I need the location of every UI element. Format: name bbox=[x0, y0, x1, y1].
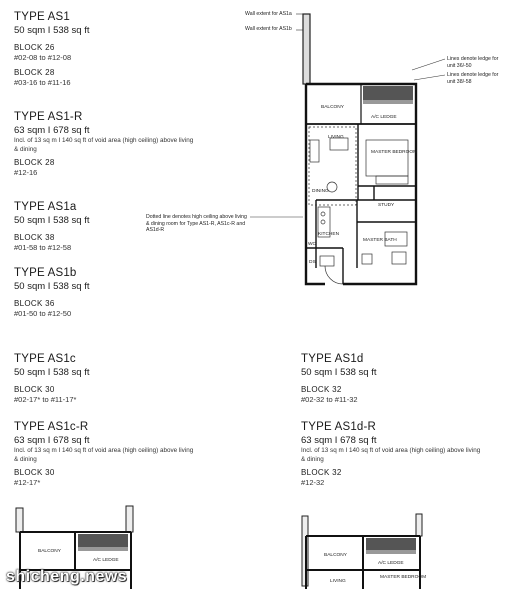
room-balcony: BALCONY bbox=[321, 105, 344, 110]
room-master-bath: MASTER BATH bbox=[363, 238, 397, 243]
room-master-bedroom: MASTER BEDROOM bbox=[380, 575, 427, 580]
type-title: TYPE AS1d-R bbox=[301, 421, 377, 433]
room-balcony: BALCONY bbox=[324, 553, 347, 558]
room-study: STUDY bbox=[378, 203, 395, 208]
block-label: BLOCK 32 bbox=[301, 385, 342, 394]
room-ac-ledge: A/C LEDGE bbox=[371, 115, 397, 120]
void-area-note: Incl. of 13 sq m I 140 sq ft of void area (high ceiling) above living & dining bbox=[301, 447, 481, 463]
unit-range: #02-17* to #11-17* bbox=[14, 395, 77, 404]
block-label: BLOCK 28 bbox=[14, 68, 55, 77]
type-title: TYPE AS1d bbox=[301, 353, 364, 365]
room-kitchen: KITCHEN bbox=[318, 232, 340, 237]
room-master-bedroom: MASTER BEDROOM bbox=[371, 150, 418, 155]
void-area-note: Incl. of 13 sq m I 140 sq ft of void area (high ceiling) above living & dining bbox=[14, 447, 194, 463]
unit-range: #02-32 to #11-32 bbox=[301, 395, 358, 404]
unit-size: 63 sqm I 678 sq ft bbox=[301, 435, 377, 446]
room-ds: DS bbox=[309, 260, 316, 265]
type-title: TYPE AS1c bbox=[14, 353, 76, 365]
room-living: LIVING bbox=[328, 135, 344, 140]
void-area-note: Incl. of 13 sq m I 140 sq ft of void area (high ceiling) above living & dining bbox=[14, 137, 194, 153]
wall-extent-as1b-label: Wall extent for AS1b bbox=[245, 26, 292, 32]
type-as1dr-section bbox=[301, 420, 501, 488]
block-label: BLOCK 30 bbox=[14, 385, 55, 394]
dotted-line-note: Dotted line denotes high ceiling above living & dining room for Type AS1-R, AS1c-R and AS1d-R bbox=[146, 214, 247, 233]
unit-size: 63 sqm I 678 sq ft bbox=[14, 435, 90, 446]
type-title: TYPE AS1a bbox=[14, 201, 77, 213]
unit-size: 50 sqm I 538 sq ft bbox=[14, 281, 90, 292]
watermark: shicheng.news bbox=[6, 568, 128, 585]
unit-size: 50 sqm I 538 sq ft bbox=[14, 215, 90, 226]
room-balcony: BALCONY bbox=[38, 549, 61, 554]
unit-size: 50 sqm I 538 sq ft bbox=[14, 367, 90, 378]
block-label: BLOCK 30 bbox=[14, 468, 55, 477]
ledge-unit-38-label: Lines denote ledge for unit 38/-58 bbox=[447, 72, 499, 85]
ledge-unit-36-label: Lines denote ledge for unit 36/-50 bbox=[447, 56, 499, 69]
room-ac-ledge: A/C LEDGE bbox=[93, 558, 119, 563]
room-living: LIVING bbox=[330, 579, 346, 584]
block-label: BLOCK 28 bbox=[14, 158, 55, 167]
unit-range: #12-16 bbox=[14, 168, 38, 177]
unit-range: #12-17* bbox=[14, 478, 41, 487]
type-as1cr-section bbox=[14, 420, 214, 488]
block-label: BLOCK 26 bbox=[14, 43, 55, 52]
type-title: TYPE AS1 bbox=[14, 11, 70, 23]
block-label: BLOCK 32 bbox=[301, 468, 342, 477]
unit-range: #12-32 bbox=[301, 478, 325, 487]
room-wc: WC bbox=[308, 242, 316, 247]
block-label: BLOCK 38 bbox=[14, 233, 55, 242]
unit-size: 63 sqm I 678 sq ft bbox=[14, 125, 90, 136]
type-title: TYPE AS1b bbox=[14, 267, 77, 279]
wall-extent-as1a-label: Wall extent for AS1a bbox=[245, 11, 292, 17]
unit-size: 50 sqm I 538 sq ft bbox=[14, 25, 90, 36]
unit-size: 50 sqm I 538 sq ft bbox=[301, 367, 377, 378]
unit-range: #01-58 to #12-58 bbox=[14, 243, 72, 252]
type-title: TYPE AS1-R bbox=[14, 111, 83, 123]
room-ac-ledge: A/C LEDGE bbox=[378, 561, 404, 566]
type-title: TYPE AS1c-R bbox=[14, 421, 89, 433]
room-dining: DINING bbox=[312, 189, 329, 194]
floor-plan-as1d bbox=[290, 508, 430, 589]
block-label: BLOCK 36 bbox=[14, 299, 55, 308]
unit-range: #03-16 to #11-16 bbox=[14, 78, 71, 87]
unit-range: #02-08 to #12-08 bbox=[14, 53, 72, 62]
unit-range: #01-50 to #12-50 bbox=[14, 309, 72, 318]
